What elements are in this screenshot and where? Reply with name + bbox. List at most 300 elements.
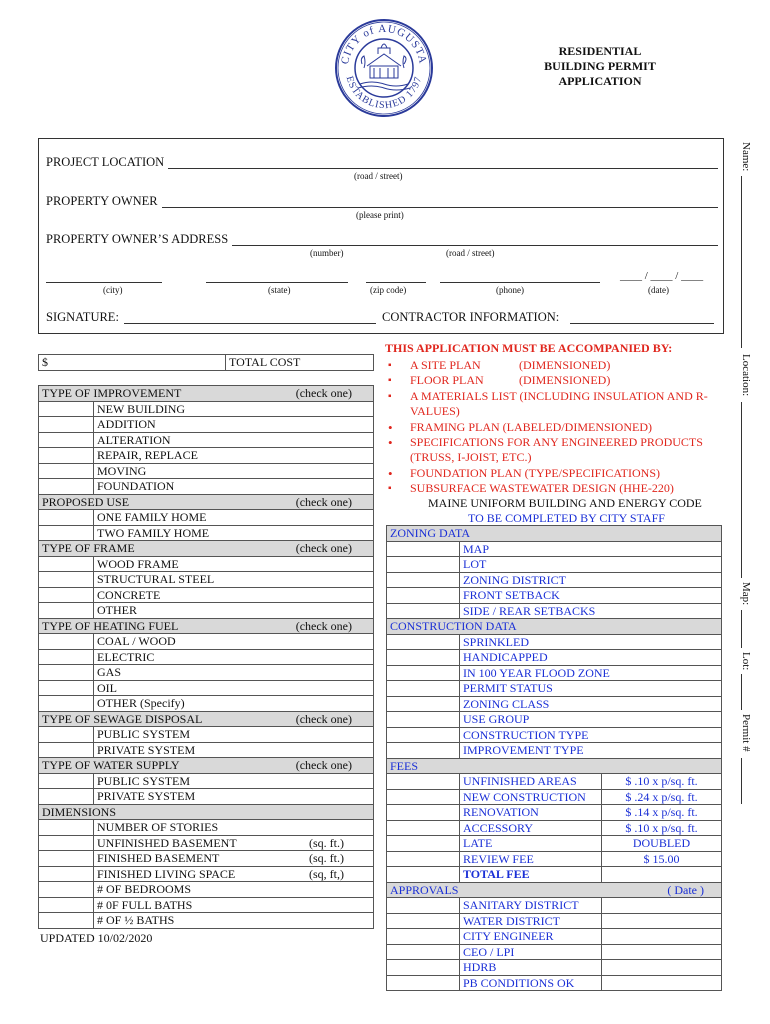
staff-row <box>387 898 722 914</box>
checkbox-row <box>39 913 374 929</box>
staff-item-label <box>460 727 722 743</box>
staff-item-text: CEO / LPI <box>463 944 515 959</box>
staff-row <box>387 634 722 650</box>
req-text: SUBSURFACE WASTEWATER DESIGN (HHE-220) <box>410 481 674 496</box>
option-text: PUBLIC SYSTEM <box>97 773 191 788</box>
check-box-cell[interactable] <box>39 665 94 681</box>
option-label <box>94 603 374 619</box>
option-text: NUMBER OF STORIES <box>97 820 219 834</box>
staff-item-label <box>460 975 602 991</box>
checkbox-row <box>39 680 374 696</box>
address-road-hint: (road / street) <box>446 248 495 258</box>
staff-section-header <box>387 619 722 635</box>
checkbox-row <box>39 417 374 433</box>
name-line <box>741 176 742 348</box>
permit-line <box>741 758 742 804</box>
checkbox-row <box>39 727 374 743</box>
staff-item-text: PERMIT STATUS <box>463 681 553 695</box>
project-location-field[interactable] <box>168 168 718 169</box>
staff-item-label <box>460 557 722 573</box>
option-text: GAS <box>97 665 122 679</box>
staff-item-text: SPRINKLED <box>463 634 530 649</box>
dollar-sign: $ <box>42 355 48 370</box>
staff-check-cell[interactable] <box>387 681 460 697</box>
staff-section-title: CONSTRUCTION DATA <box>390 619 517 633</box>
side-label-lot: Lot: <box>740 652 752 671</box>
staff-item-label <box>460 572 722 588</box>
option-text: ONE FAMILY HOME <box>97 510 207 524</box>
section-title: TYPE OF HEATING FUEL <box>42 618 179 633</box>
check-box-cell[interactable] <box>39 603 94 619</box>
staff-check-cell[interactable] <box>387 944 460 960</box>
section-header <box>39 711 374 727</box>
check-box-cell[interactable] <box>39 556 94 572</box>
project-location-hint: (road / street) <box>354 171 403 181</box>
req-text: A MATERIALS LIST (INCLUDING INSULATION AND R-VALUES) <box>410 388 708 419</box>
option-label <box>94 913 374 929</box>
option-label <box>94 742 374 758</box>
property-owner-field[interactable] <box>162 207 718 208</box>
check-box-cell[interactable] <box>39 851 94 867</box>
fee-value-cell[interactable] <box>602 898 722 914</box>
checkbox-row <box>39 510 374 526</box>
staff-section-header <box>387 882 722 898</box>
option-text: ALTERATION <box>97 432 171 447</box>
checkbox-row <box>39 634 374 650</box>
check-box-cell[interactable] <box>39 572 94 588</box>
option-label <box>94 680 374 696</box>
staff-check-cell[interactable] <box>387 603 460 619</box>
zip-field[interactable] <box>366 282 426 283</box>
staff-check-cell[interactable] <box>387 557 460 573</box>
staff-item-label <box>460 634 722 650</box>
option-label <box>94 835 374 851</box>
section-header <box>39 758 374 774</box>
fee-value: $ .24 x p/sq. ft. <box>625 789 698 804</box>
section-header-cell <box>39 541 374 557</box>
option-label <box>94 665 374 681</box>
option-text: OTHER (Specify) <box>97 696 185 710</box>
fee-value-cell <box>602 851 722 867</box>
check-box-cell[interactable] <box>39 742 94 758</box>
staff-item-text: ACCESSORY <box>463 820 534 835</box>
checkbox-row <box>39 525 374 541</box>
staff-check-cell[interactable] <box>387 572 460 588</box>
side-label-permit: Permit # <box>740 714 752 752</box>
staff-check-cell[interactable] <box>387 836 460 852</box>
staff-item-text: SANITARY DISTRICT <box>463 898 579 912</box>
staff-item-label <box>460 944 602 960</box>
form-title <box>520 44 680 89</box>
option-text: CONCRETE <box>97 587 161 602</box>
req-wastewater <box>386 481 726 496</box>
state-hint: (state) <box>268 285 291 295</box>
checkbox-row <box>39 587 374 603</box>
requirements-list <box>386 358 726 497</box>
check-box-cell[interactable] <box>39 789 94 805</box>
staff-check-cell[interactable] <box>387 820 460 836</box>
option-label <box>94 556 374 572</box>
staff-row <box>387 960 722 976</box>
checkbox-row <box>39 835 374 851</box>
staff-check-cell[interactable] <box>387 774 460 790</box>
option-text: OIL <box>97 680 117 695</box>
staff-item-text: PB CONDITIONS OK <box>463 975 575 990</box>
section-header-cell <box>39 711 374 727</box>
staff-item-label <box>460 743 722 759</box>
staff-row <box>387 712 722 728</box>
staff-check-cell[interactable] <box>387 650 460 666</box>
option-label <box>94 432 374 448</box>
option-label <box>94 479 374 495</box>
staff-check-cell[interactable] <box>387 541 460 557</box>
staff-item-text: IN 100 YEAR FLOOD ZONE <box>463 665 610 680</box>
property-owner-label: PROPERTY OWNER <box>46 194 158 208</box>
staff-check-cell[interactable] <box>387 960 460 976</box>
staff-item-label <box>460 789 602 805</box>
check-one-note: (check one) <box>295 758 352 772</box>
staff-check-cell[interactable] <box>387 867 460 883</box>
svg-text:CITY of AUGUSTA: CITY of AUGUSTA <box>339 22 429 66</box>
checkbox-row <box>39 572 374 588</box>
req-materials-list <box>386 389 726 420</box>
staff-row <box>387 650 722 666</box>
option-text: WOOD FRAME <box>97 556 179 571</box>
check-box-cell[interactable] <box>39 773 94 789</box>
staff-row <box>387 557 722 573</box>
req-text: SPECIFICATIONS FOR ANY ENGINEERED PRODUCTS (TRUSS, I-JOIST, ETC.) <box>410 435 703 465</box>
checkbox-row <box>39 897 374 913</box>
staff-check-cell[interactable] <box>387 696 460 712</box>
staff-check-cell[interactable] <box>387 712 460 728</box>
option-text: STRUCTURAL STEEL <box>97 572 215 586</box>
req-note: (DIMENSIONED) <box>519 358 611 372</box>
option-text: # OF ½ BATHS <box>97 913 175 927</box>
fee-value-cell <box>602 774 722 790</box>
staff-item-label <box>460 898 602 914</box>
option-label <box>94 882 374 898</box>
staff-row <box>387 665 722 681</box>
option-label <box>94 696 374 712</box>
checkbox-row <box>39 448 374 464</box>
staff-item-text: WATER DISTRICT <box>463 913 560 928</box>
check-box-cell[interactable] <box>39 897 94 913</box>
option-text: OTHER <box>97 603 137 617</box>
side-label-location: Location: <box>740 354 752 397</box>
section-header-cell <box>39 618 374 634</box>
staff-check-cell[interactable] <box>387 913 460 929</box>
fee-value: $ .10 x p/sq. ft. <box>625 820 698 835</box>
staff-row <box>387 975 722 991</box>
fee-value-cell[interactable] <box>602 944 722 960</box>
check-box-cell[interactable] <box>39 510 94 526</box>
fee-value: $ 15.00 <box>643 851 680 866</box>
staff-item-label <box>460 650 722 666</box>
req-text: FOUNDATION PLAN (TYPE/SPECIFICATIONS) <box>410 465 661 480</box>
staff-line: TO BE COMPLETED BY CITY STAFF <box>468 511 665 525</box>
option-text: REPAIR, REPLACE <box>97 448 198 462</box>
staff-item-text: LATE <box>463 836 493 850</box>
checkbox-row <box>39 665 374 681</box>
fee-value-cell <box>602 789 722 805</box>
staff-section-cell <box>387 619 722 635</box>
req-text: FRAMING PLAN (LABELED/DIMENSIONED) <box>410 419 652 434</box>
staff-row <box>387 681 722 697</box>
staff-check-cell[interactable] <box>387 634 460 650</box>
staff-item-text: IMPROVEMENT TYPE <box>463 743 584 757</box>
check-box-cell[interactable] <box>39 696 94 712</box>
req-text: A SITE PLAN <box>410 358 481 372</box>
city-field[interactable] <box>46 282 162 283</box>
section-header <box>39 804 374 820</box>
checkbox-row <box>39 820 374 836</box>
staff-check-cell[interactable] <box>387 975 460 991</box>
section-title: TYPE OF WATER SUPPLY <box>42 758 180 772</box>
check-box-cell[interactable] <box>39 866 94 882</box>
check-box-cell[interactable] <box>39 913 94 929</box>
check-box-cell[interactable] <box>39 634 94 650</box>
req-text: FLOOR PLAN <box>410 373 484 388</box>
staff-check-cell[interactable] <box>387 789 460 805</box>
req-framing-plan <box>386 420 726 435</box>
option-label <box>94 649 374 665</box>
checkbox-row <box>39 773 374 789</box>
requirements-heading: THIS APPLICATION MUST BE ACCOMPANIED BY: <box>385 341 673 355</box>
unit-note: (sq. ft.) <box>309 835 344 850</box>
checkbox-row <box>39 851 374 867</box>
staff-item-label <box>460 603 722 619</box>
unit-note: (sq, ft,) <box>309 866 344 881</box>
staff-item-label <box>460 867 602 883</box>
check-box-cell[interactable] <box>39 417 94 433</box>
check-box-cell[interactable] <box>39 448 94 464</box>
option-label <box>94 820 374 836</box>
staff-section-cell <box>387 526 722 542</box>
staff-row <box>387 805 722 821</box>
improvement-details-table <box>38 385 374 929</box>
staff-item-label <box>460 851 602 867</box>
check-one-note: (check one) <box>295 618 352 633</box>
option-text: PRIVATE SYSTEM <box>97 789 196 803</box>
city-hint: (city) <box>103 285 123 295</box>
check-box-cell[interactable] <box>39 432 94 448</box>
staff-row <box>387 774 722 790</box>
location-line <box>741 402 742 578</box>
section-header-cell <box>39 804 374 820</box>
staff-check-cell[interactable] <box>387 898 460 914</box>
staff-check-cell[interactable] <box>387 805 460 821</box>
total-cost-table <box>38 354 374 371</box>
staff-item-text: UNFINISHED AREAS <box>463 774 577 788</box>
option-text: NEW BUILDING <box>97 401 186 416</box>
title-line: BUILDING PERMIT <box>544 59 656 73</box>
staff-row <box>387 820 722 836</box>
state-field[interactable] <box>206 282 348 283</box>
option-text: COAL / WOOD <box>97 634 176 648</box>
option-text: PRIVATE SYSTEM <box>97 742 196 757</box>
option-text: ELECTRIC <box>97 649 155 664</box>
fee-value: $ .10 x p/sq. ft. <box>625 774 698 788</box>
staff-row <box>387 572 722 588</box>
staff-section-header <box>387 526 722 542</box>
option-label <box>94 417 374 433</box>
fee-value-cell <box>602 805 722 821</box>
staff-item-text: LOT <box>463 557 487 571</box>
section-title: PROPOSED USE <box>42 494 130 509</box>
cost-input[interactable] <box>39 355 226 371</box>
staff-section-header <box>387 758 722 774</box>
zip-hint: (zip code) <box>370 285 407 295</box>
city-staff-table <box>386 525 722 991</box>
fee-value-cell[interactable] <box>602 929 722 945</box>
side-label-name: Name: <box>740 142 752 172</box>
option-text: MOVING <box>97 463 147 478</box>
signature-field[interactable] <box>124 323 376 324</box>
checkbox-row <box>39 603 374 619</box>
section-header <box>39 618 374 634</box>
staff-item-label <box>460 712 722 728</box>
staff-item-text: TOTAL FEE <box>463 867 530 881</box>
staff-check-cell[interactable] <box>387 665 460 681</box>
checkbox-row <box>39 649 374 665</box>
option-label <box>94 572 374 588</box>
check-box-cell[interactable] <box>39 401 94 417</box>
check-box-cell[interactable] <box>39 463 94 479</box>
owner-address-field[interactable] <box>232 245 718 246</box>
section-header-cell <box>39 386 374 402</box>
date-field[interactable]: ____ / ____ / ____ <box>620 270 704 282</box>
staff-item-label <box>460 588 722 604</box>
checkbox-row <box>39 401 374 417</box>
check-box-cell[interactable] <box>39 587 94 603</box>
option-text: FINISHED LIVING SPACE <box>97 866 236 881</box>
fee-value-cell[interactable] <box>602 867 722 883</box>
staff-row <box>387 929 722 945</box>
staff-item-label <box>460 805 602 821</box>
address-number-hint: (number) <box>310 248 344 258</box>
check-box-cell[interactable] <box>39 680 94 696</box>
staff-check-cell[interactable] <box>387 588 460 604</box>
section-header <box>39 494 374 510</box>
staff-item-label <box>460 541 722 557</box>
staff-item-label <box>460 836 602 852</box>
fee-value-cell <box>602 820 722 836</box>
side-label-map: Map: <box>740 582 752 606</box>
staff-row <box>387 867 722 883</box>
staff-item-text: RENOVATION <box>463 805 539 819</box>
staff-section-cell <box>387 882 722 898</box>
staff-item-label <box>460 913 602 929</box>
date-note: ( Date ) <box>667 882 704 897</box>
option-text: UNFINISHED BASEMENT <box>97 835 237 850</box>
fee-value-cell[interactable] <box>602 975 722 991</box>
check-box-cell[interactable] <box>39 835 94 851</box>
option-label <box>94 897 374 913</box>
section-title: TYPE OF SEWAGE DISPOSAL <box>42 711 203 726</box>
req-specifications <box>386 435 726 466</box>
staff-row <box>387 743 722 759</box>
option-label <box>94 851 374 867</box>
staff-row <box>387 541 722 557</box>
staff-check-cell[interactable] <box>387 727 460 743</box>
check-one-note: (check one) <box>295 711 352 726</box>
option-label <box>94 773 374 789</box>
staff-item-text: ZONING DISTRICT <box>463 572 566 587</box>
option-label <box>94 587 374 603</box>
project-location-label: PROJECT LOCATION <box>46 155 165 169</box>
checkbox-row <box>39 432 374 448</box>
staff-item-text: REVIEW FEE <box>463 851 534 866</box>
staff-check-cell[interactable] <box>387 851 460 867</box>
check-box-cell[interactable] <box>39 649 94 665</box>
req-note: (DIMENSIONED) <box>519 373 611 388</box>
staff-item-text: HANDICAPPED <box>463 650 548 664</box>
code-line: MAINE UNIFORM BUILDING AND ENERGY CODE <box>428 496 702 510</box>
phone-field[interactable] <box>440 282 600 283</box>
section-header <box>39 386 374 402</box>
option-text: TWO FAMILY HOME <box>97 525 210 540</box>
checkbox-row <box>39 866 374 882</box>
check-box-cell[interactable] <box>39 479 94 495</box>
staff-item-text: CITY ENGINEER <box>463 929 554 943</box>
contractor-label: CONTRACTOR INFORMATION: <box>382 310 560 324</box>
checkbox-row <box>39 742 374 758</box>
check-box-cell[interactable] <box>39 727 94 743</box>
check-box-cell[interactable] <box>39 882 94 898</box>
section-header-cell <box>39 494 374 510</box>
svg-text:ESTABLISHED 1797: ESTABLISHED 1797 <box>343 74 425 112</box>
staff-item-text: FRONT SETBACK <box>463 588 560 602</box>
staff-item-label <box>460 681 722 697</box>
option-label <box>94 789 374 805</box>
staff-item-text: NEW CONSTRUCTION <box>463 789 586 804</box>
contractor-field[interactable] <box>570 323 714 324</box>
option-text: # 0F FULL BATHS <box>97 897 193 912</box>
staff-item-text: ZONING CLASS <box>463 696 550 711</box>
map-line <box>741 610 742 648</box>
checkbox-row <box>39 882 374 898</box>
staff-section-title: FEES <box>390 758 419 773</box>
option-text: PUBLIC SYSTEM <box>97 727 191 741</box>
fee-value-cell[interactable] <box>602 960 722 976</box>
option-label <box>94 510 374 526</box>
check-box-cell[interactable] <box>39 525 94 541</box>
staff-item-label <box>460 665 722 681</box>
unit-note: (sq. ft.) <box>309 851 344 865</box>
fee-value-cell[interactable] <box>602 913 722 929</box>
owner-address-label: PROPERTY OWNER’S ADDRESS <box>46 232 229 246</box>
option-label <box>94 866 374 882</box>
section-title: DIMENSIONS <box>42 804 117 819</box>
option-label <box>94 401 374 417</box>
staff-item-text: USE GROUP <box>463 712 530 726</box>
staff-item-label <box>460 820 602 836</box>
req-floor-plan <box>386 373 726 388</box>
staff-check-cell[interactable] <box>387 743 460 759</box>
title-line: APPLICATION <box>558 74 642 88</box>
option-text: FOUNDATION <box>97 479 175 493</box>
staff-check-cell[interactable] <box>387 929 460 945</box>
check-box-cell[interactable] <box>39 820 94 836</box>
total-cost-label: TOTAL COST <box>226 355 374 371</box>
staff-row <box>387 836 722 852</box>
staff-row <box>387 944 722 960</box>
check-one-note: (check one) <box>295 386 352 400</box>
checkbox-row <box>39 479 374 495</box>
property-owner-hint: (please print) <box>356 210 404 220</box>
updated-date: UPDATED 10/02/2020 <box>40 931 153 945</box>
staff-row <box>387 603 722 619</box>
